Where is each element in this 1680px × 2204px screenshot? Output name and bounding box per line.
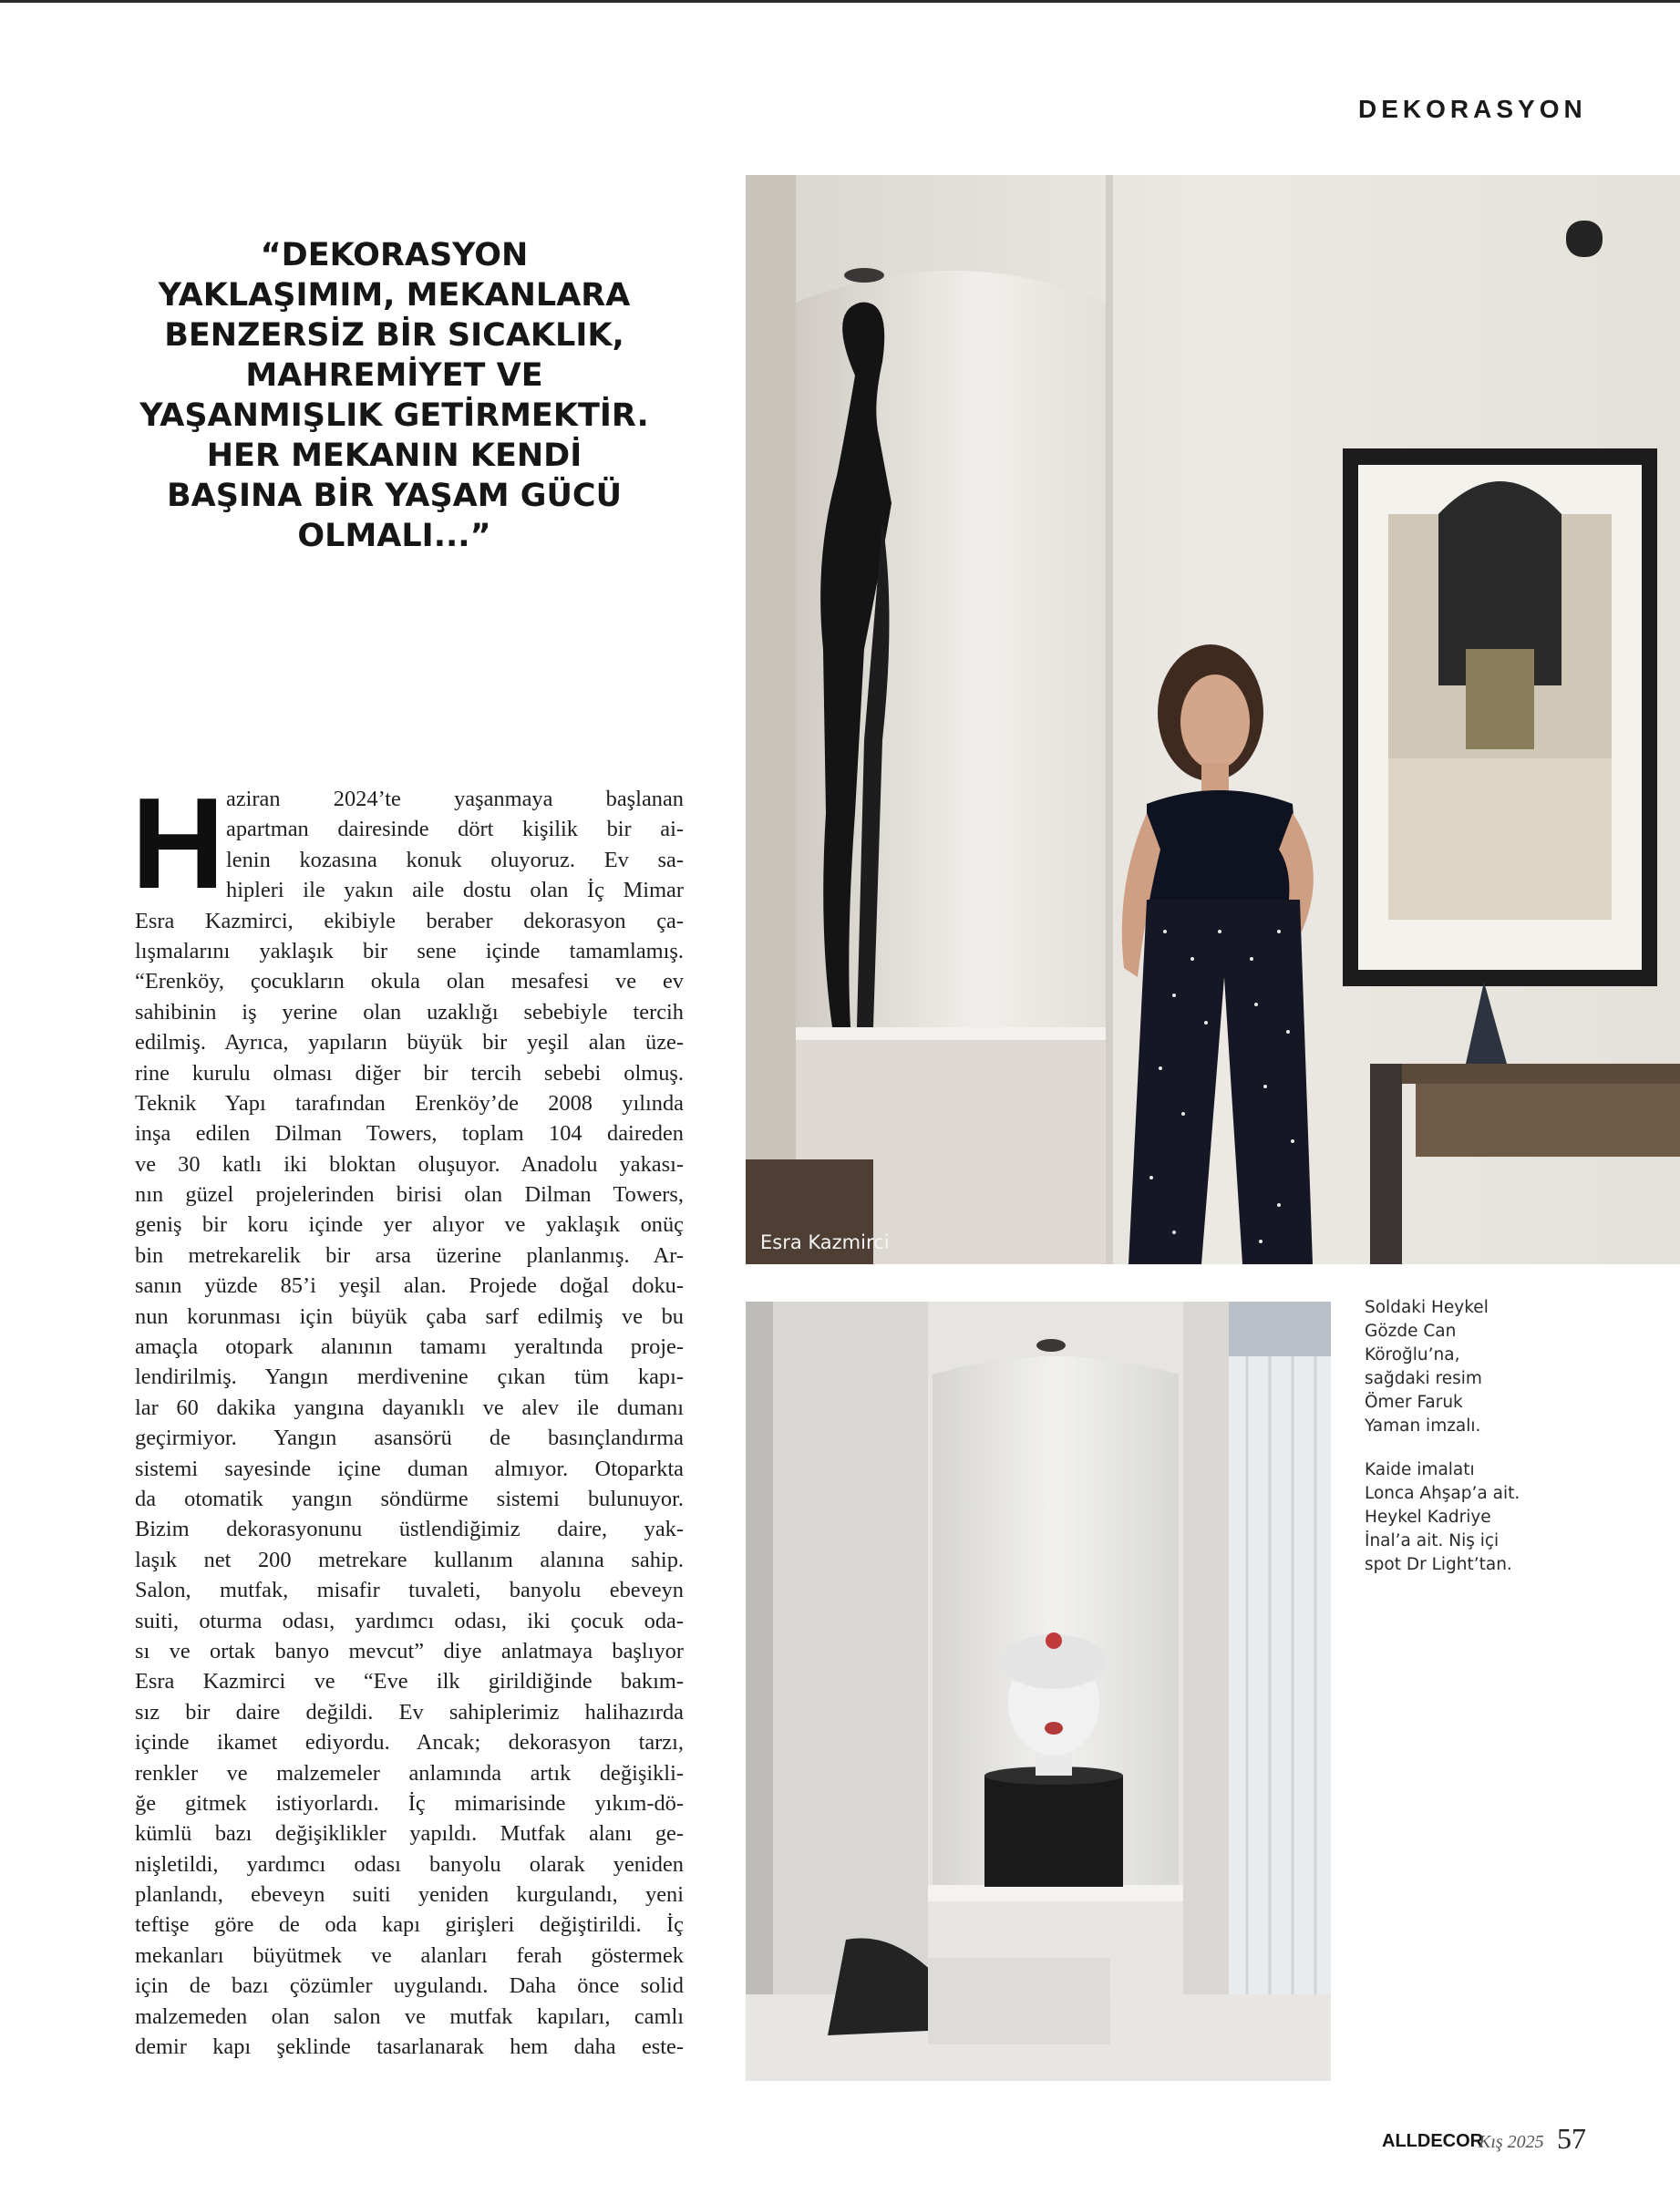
article-line: geçirmiyor. Yangın asansörü de basınçlandırma <box>135 1426 684 1451</box>
issue-label: Kış 2025 <box>1479 2132 1544 2152</box>
article-line: lar 60 dakika yangına dayanıklı ve alev ile dumanı <box>135 1395 684 1420</box>
niche-sculpture-photo <box>746 1302 1331 2081</box>
article-line: inşa edilen Dilman Towers, toplam 104 daireden <box>135 1121 684 1147</box>
article-line: “Erenköy, çocukların okula olan mesafesi ve ev <box>135 969 684 994</box>
pull-quote <box>137 235 652 556</box>
pull-quote-line: BAŞINA BİR YAŞAM GÜCÜ <box>166 478 623 514</box>
article-line: Esra Kazmirci, ekibiyle beraber dekorasyon ça- <box>135 908 684 933</box>
article-line: laşık net 200 metrekare kullanım alanına sahip. <box>135 1547 684 1572</box>
article-line: için de bazı çözümler uygulandı. Daha önce solid <box>135 1973 684 1999</box>
pull-quote-line: “DEKORASYON <box>260 237 529 273</box>
article-body <box>131 771 684 2062</box>
pull-quote-line: OLMALI...” <box>297 518 491 554</box>
article-line: lenin kozasına konuk oluyoruz. Ev sa- <box>226 847 684 872</box>
pull-quote-line: MAHREMİYET VE <box>245 357 543 394</box>
article-line: renkler ve malzemeler anlamında artık değişikli- <box>135 1760 684 1786</box>
caption-line: sağdaki resim <box>1365 1369 1482 1388</box>
caption-line: Yaman imzalı. <box>1365 1416 1481 1436</box>
top-rule <box>0 0 1680 3</box>
drop-cap: H <box>131 771 225 916</box>
article-line: geniş bir koru içinde yer alıyor ve yaklaşık onüç <box>135 1212 684 1238</box>
caption-line: Heykel Kadriye <box>1365 1508 1491 1527</box>
article-line: kümlü bazı değişiklikler yapıldı. Mutfak alanı ge- <box>135 1821 684 1847</box>
article-line: Esra Kazmirci ve “Eve ilk girildiğinde bakım- <box>135 1669 684 1694</box>
article-line: apartman dairesinde dört kişilik bir ai- <box>226 817 684 842</box>
article-line: nişletildi, yardımcı odası banyolu olarak yeniden <box>135 1851 684 1877</box>
pull-quote-line: BENZERSİZ BİR SICAKLIK, <box>164 317 624 354</box>
pull-quote-line: YAŞANMIŞLIK GETİRMEKTİR. <box>139 397 649 434</box>
photo-caption: Esra Kazmirci <box>760 1231 890 1253</box>
article-line: nın güzel projelerinden birisi olan Dilman Towers, <box>135 1182 684 1208</box>
article-line: malzemeden olan salon ve mutfak kapıları, camlı <box>135 2003 684 2029</box>
article-line: ve 30 katlı iki bloktan oluşuyor. Anadolu yakası- <box>135 1151 684 1177</box>
article-line: sistemi sayesinde içine duman almıyor. Otoparkta <box>135 1456 684 1481</box>
article-line: Salon, mutfak, misafir tuvaleti, banyolu ebeveyn <box>135 1578 684 1603</box>
niche-sculpture-illustration <box>746 1302 1331 2081</box>
article-line: Bizim dekorasyonunu üstlendiğimiz daire, yak- <box>135 1517 684 1542</box>
article-line: hipleri ile yakın aile dostu olan İç Mimar <box>226 878 684 903</box>
article-line: da otomatik yangın söndürme sistemi bulunuyor. <box>135 1486 684 1511</box>
article-line: amaçla otopark alanının tamamı yeraltında proje- <box>135 1334 684 1360</box>
article-line: lendirilmiş. Yangın merdivenine çıkan tüm kapı- <box>135 1365 684 1390</box>
article-line: nun korunması için büyük çaba sarf edilmiş ve bu <box>135 1303 684 1329</box>
article-line: edilmiş. Ayrıca, yapıların büyük bir yeşil alan üze- <box>135 1030 684 1056</box>
article-line: Teknik Yapı tarafından Erenköy’de 2008 yılında <box>135 1090 684 1116</box>
caption-paragraph <box>1365 1296 1574 1438</box>
photo-caption-side <box>1365 1296 1574 1597</box>
article-line: sahibinin iş yerine olan uzaklığı sebebiyle tercih <box>135 999 684 1025</box>
caption-line: Kaide imalatı <box>1365 1460 1475 1479</box>
article-line: rine kurulu olması diğer bir tercih sebebi olmuş. <box>135 1060 684 1086</box>
article-line: teftişe göre de oda kapı girişleri değiştirildi. İç <box>135 1912 684 1938</box>
article-line: demir kapı şeklinde tasarlanarak hem daha este- <box>135 2034 684 2060</box>
article-line: içinde ikamet ediyordu. Ancak; dekorasyon tarzı, <box>135 1730 684 1756</box>
caption-line: spot Dr Light’tan. <box>1365 1555 1512 1574</box>
article-line: bin metrekarelik bir arsa üzerine planlanmış. Ar- <box>135 1242 684 1268</box>
article-line: sanın yüzde 85’i yeşil alan. Projede doğal doku- <box>135 1273 684 1299</box>
article-line: sı ve ortak banyo mevcut” diye anlatmaya başlıyor <box>135 1638 684 1663</box>
page-number: 57 <box>1557 2122 1586 2155</box>
caption-paragraph <box>1365 1458 1574 1577</box>
article-line: planlandı, ebeveyn suiti yeniden kurgulandı, yeni <box>135 1882 684 1908</box>
article-line: aziran 2024’te yaşanmaya başlanan <box>226 787 684 811</box>
article-line: lışmalarını yaklaşık bir sene içinde tamamlamış. <box>135 938 684 963</box>
article-line: suiti, oturma odası, yardımcı odası, iki çocuk oda- <box>135 1608 684 1633</box>
caption-line: Lonca Ahşap’a ait. <box>1365 1484 1520 1503</box>
portrait-photo <box>746 175 1680 1264</box>
caption-line: İnal’a ait. Niş içi <box>1365 1531 1500 1550</box>
magazine-name: ALLDECOR <box>1382 2131 1484 2151</box>
article-line: sız bir daire değildi. Ev sahiplerimiz halihazırda <box>135 1699 684 1725</box>
caption-line: Köroğlu’na, <box>1365 1345 1460 1365</box>
pull-quote-line: YAKLAŞIMIM, MEKANLARA <box>158 277 631 314</box>
article-line: ğe gitmek istiyorlardı. İç mimarisinde yıkım-dö- <box>135 1790 684 1816</box>
caption-line: Gözde Can <box>1365 1322 1457 1341</box>
section-label: DEKORASYON <box>1358 95 1587 123</box>
caption-line: Ömer Faruk <box>1365 1393 1463 1412</box>
pull-quote-line: HER MEKANIN KENDİ <box>206 438 582 474</box>
caption-line: Soldaki Heykel <box>1365 1298 1489 1317</box>
article-line: mekanları büyütmek ve alanları ferah göstermek <box>135 1942 684 1968</box>
portrait-photo-illustration <box>746 175 1680 1264</box>
